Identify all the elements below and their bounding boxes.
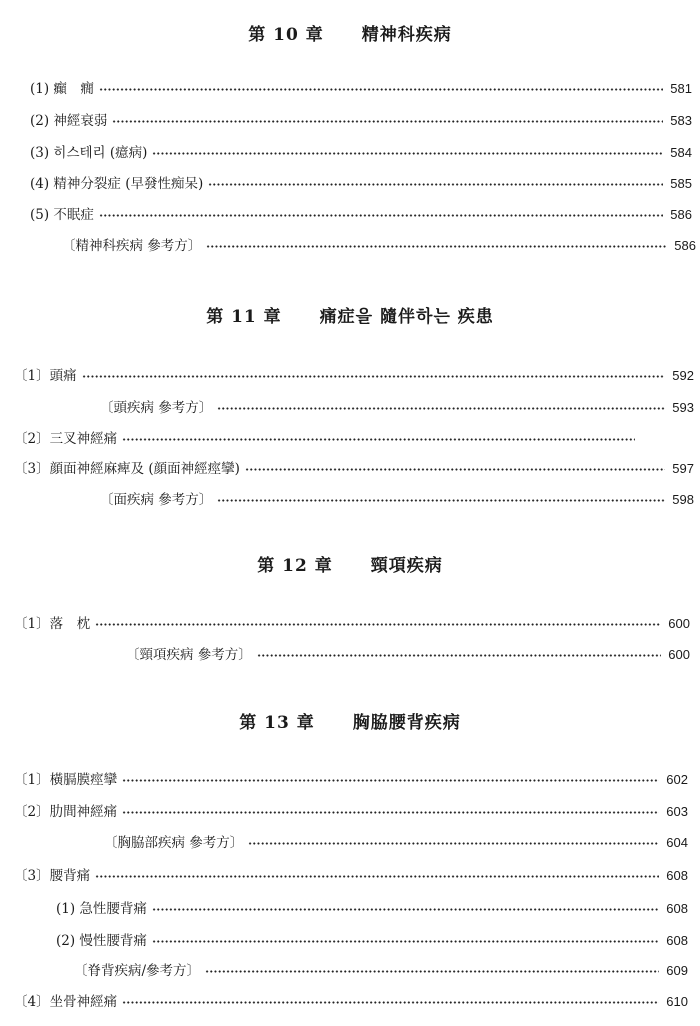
toc-reference-entry[interactable] <box>74 961 688 981</box>
dot-leader <box>257 654 661 657</box>
dot-leader <box>152 908 659 911</box>
entry-label: 〔胸脇部疾病 參考方〕 <box>104 835 244 851</box>
dot-leader <box>217 407 665 410</box>
page-number: 586 <box>674 238 696 253</box>
entry-label: 〔脊背疾病/參考方〕 <box>74 963 201 979</box>
entry-label: 〔2〕三叉神經痛 <box>14 431 118 447</box>
dot-leader <box>95 623 661 626</box>
toc-entry[interactable] <box>14 429 664 449</box>
toc-reference-entry[interactable] <box>62 236 696 256</box>
dot-leader <box>82 375 665 378</box>
page-number: 604 <box>666 835 688 850</box>
entry-label: 〔精神科疾病 參考方〕 <box>62 238 202 254</box>
page-number: 600 <box>668 647 690 662</box>
dot-leader <box>248 842 659 845</box>
toc-entry[interactable] <box>14 866 688 886</box>
dot-leader <box>208 183 663 186</box>
toc-reference-entry[interactable] <box>104 833 688 853</box>
dot-leader <box>217 499 665 502</box>
chapter-title: 頸項疾病 <box>370 556 443 576</box>
toc-reference-entry[interactable] <box>100 490 694 510</box>
toc-entry[interactable] <box>14 992 688 1012</box>
entry-label: (3) 히스테리 (癔病) <box>30 145 148 161</box>
entry-label: 〔2〕肋間神經痛 <box>14 804 118 820</box>
entry-label: (5) 不眠症 <box>30 207 94 223</box>
page-number: 608 <box>666 868 688 883</box>
dot-leader <box>152 940 659 943</box>
toc-subentry[interactable] <box>56 899 688 919</box>
chapter-10-heading <box>0 20 700 45</box>
page-number: 600 <box>668 616 690 631</box>
toc-entry[interactable] <box>14 614 690 634</box>
toc-entry[interactable] <box>14 770 688 790</box>
toc-entry[interactable] <box>14 459 694 479</box>
page-number: 584 <box>670 145 692 160</box>
dot-leader <box>112 120 663 123</box>
dot-leader <box>99 214 663 217</box>
entry-label: 〔1〕頭痛 <box>14 368 77 384</box>
dot-leader <box>152 152 663 155</box>
chapter-title: 痛症을 隨伴하는 疾患 <box>319 307 494 327</box>
entry-label: 〔頭疾病 參考方〕 <box>100 400 213 416</box>
entry-label: (1) 癲 癇 <box>30 81 94 97</box>
entry-label: 〔頸項疾病 參考方〕 <box>126 647 252 663</box>
entry-label: (2) 慢性腰背痛 <box>56 933 147 949</box>
dot-leader <box>205 970 659 973</box>
page-number: 608 <box>666 933 688 948</box>
chapter-number: 第 12 章 <box>257 556 333 576</box>
entry-label: 〔3〕腰背痛 <box>14 868 91 884</box>
toc-reference-entry[interactable] <box>100 398 694 418</box>
page-number: 581 <box>670 81 692 96</box>
page-number: 585 <box>670 176 692 191</box>
dot-leader <box>95 875 659 878</box>
entry-label: (4) 精神分裂症 (早發性痴呆) <box>30 176 204 192</box>
page-number: 610 <box>666 994 688 1009</box>
toc-entry[interactable] <box>30 205 692 225</box>
page-number: 598 <box>672 492 694 507</box>
entry-label: 〔3〕顔面神經麻痺及 (顔面神經痙攣) <box>14 461 240 477</box>
entry-label: (2) 神經衰弱 <box>30 113 108 129</box>
entry-label: 〔4〕坐骨神經痛 <box>14 994 118 1010</box>
chapter-number: 第 10 章 <box>248 25 324 45</box>
chapter-title: 精神科疾病 <box>361 25 452 45</box>
toc-entry[interactable] <box>14 366 694 386</box>
toc-entry[interactable] <box>14 802 688 822</box>
page-number: 586 <box>670 207 692 222</box>
page-number: 602 <box>666 772 688 787</box>
chapter-number: 第 11 章 <box>206 307 282 327</box>
entry-label: 〔1〕落 枕 <box>14 616 91 632</box>
entry-label: 〔1〕橫膈膜痙攣 <box>14 772 118 788</box>
page-number: 583 <box>670 113 692 128</box>
toc-entry[interactable] <box>30 111 692 131</box>
chapter-number: 第 13 章 <box>239 713 315 733</box>
toc-entry[interactable] <box>30 143 692 163</box>
page-number: 609 <box>666 963 688 978</box>
toc-entry[interactable] <box>30 79 692 99</box>
page-number: 593 <box>672 400 694 415</box>
dot-leader <box>245 468 665 471</box>
toc-subentry[interactable] <box>56 931 688 951</box>
chapter-title: 胸脇腰背疾病 <box>352 713 461 733</box>
dot-leader <box>206 245 667 248</box>
dot-leader <box>99 88 663 91</box>
toc-entry[interactable] <box>30 174 692 194</box>
dot-leader <box>122 811 659 814</box>
page-number: 608 <box>666 901 688 916</box>
chapter-11-heading <box>0 302 700 327</box>
dot-leader <box>122 779 659 782</box>
toc-reference-entry[interactable] <box>126 645 690 665</box>
dot-leader <box>122 1001 659 1004</box>
chapter-12-heading <box>0 551 700 576</box>
page-number: 597 <box>672 461 694 476</box>
entry-label: 〔面疾病 參考方〕 <box>100 492 213 508</box>
dot-leader <box>122 438 635 441</box>
chapter-13-heading <box>0 708 700 733</box>
page-number: 603 <box>666 804 688 819</box>
entry-label: (1) 急性腰背痛 <box>56 901 147 917</box>
page-number: 592 <box>672 368 694 383</box>
